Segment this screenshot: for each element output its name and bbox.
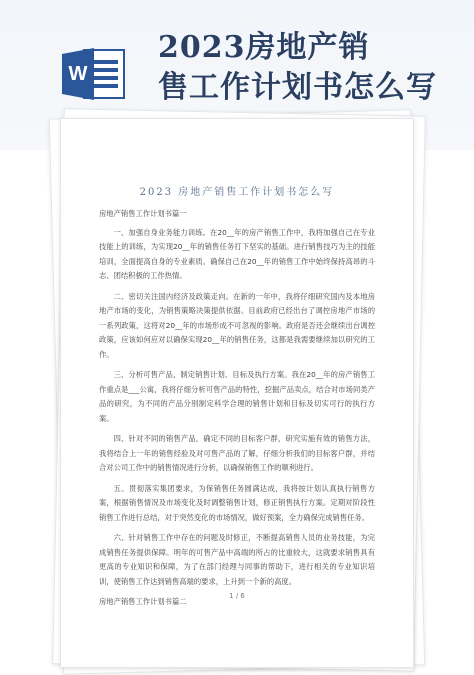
page-number: 1 / 6 (229, 592, 245, 600)
document-body (99, 207, 375, 614)
title-line-2: 售工作计划书怎么写 (158, 70, 437, 105)
document-paragraph: 三、分析可售产品，制定销售计划、目标及执行方案。我在20__年的房产销售工作重点是___公寓，我将仔细分析可售产品的特性，挖掘产品卖点，结合对市场同类产品的研究，为不同的产品分别制定科学合理的销售计划和目标及切实可行的执行方案。 (99, 370, 375, 423)
document-paragraph: 四、针对不同的销售产品，确定不同的目标客户群，研究实施有效的销售方法，我将结合上一年的销售经验及对可售产品的了解，仔细分析我们的目标客户群，并结合对公司工作中的销售情况进行分析，以确保销售工作的顺利进行。 (99, 434, 375, 472)
title-line-1: 2023房地产销 (158, 30, 370, 65)
page-title (158, 28, 458, 108)
word-logo-icon (62, 46, 128, 102)
paper-sheet-front (60, 118, 414, 668)
document-preview[interactable] (38, 108, 436, 668)
document-paragraph: 五、贯彻落实集团要求，为保销售任务圆满达成，我将按计划认真执行销售方案，根据销售情况及市场变化及时调整销售计划，修正销售执行方案。定期对阶段性销售工作进行总结，对于突然变化的市场情况，做好预案，全力确保完成销售任务。 (99, 483, 375, 522)
document-next-section: 房地产销售工作计划书篇二 (99, 597, 187, 606)
document-paragraph: 二、密切关注国内经济及政策走向。在新的一年中，我将仔细研究国内及本地房地产市场的变化，为销售策略决策提供依据。目前政府已经出台了调控房地产市场的一系列政策，这将对20__年的市场形成不可忽视的影响。政府是否还会继续出台调控政策，应该如何应对以确保实现20__年的销售任务，这都是我需要继续加以研究的工作。 (99, 291, 375, 359)
document-paragraph: 六、针对销售工作中存在的问题及时修正，不断提高销售人员的业务技能，为完成销售任务提供保障。明年的可售产品中高端的所占的比重较大，这就要求销售具有更高的专业知识和保障，为了在部门经理与同事的帮助下，进行相关的专业知识培训，使销售工作达到销售高端的要求，上升到一个新的高度。 (99, 533, 375, 586)
document-intro: 房地产销售工作计划书篇一 (99, 209, 187, 218)
document-paragraph: 一、加强自身业务能力训练。在20__年的房产销售工作中，我将加强自己在专业技能上的训练，为实现20__年的销售任务打下坚实的基础。进行销售技巧为主的技能培训，全面提高自身的专业素质。确保自己在20__年的销售工作中始终保持高昂的斗志、团结积极的工作热情。 (99, 227, 375, 280)
svg-text:W: W (68, 63, 88, 85)
document-heading: 2023 房地产销售工作计划书怎么写 (139, 187, 335, 198)
